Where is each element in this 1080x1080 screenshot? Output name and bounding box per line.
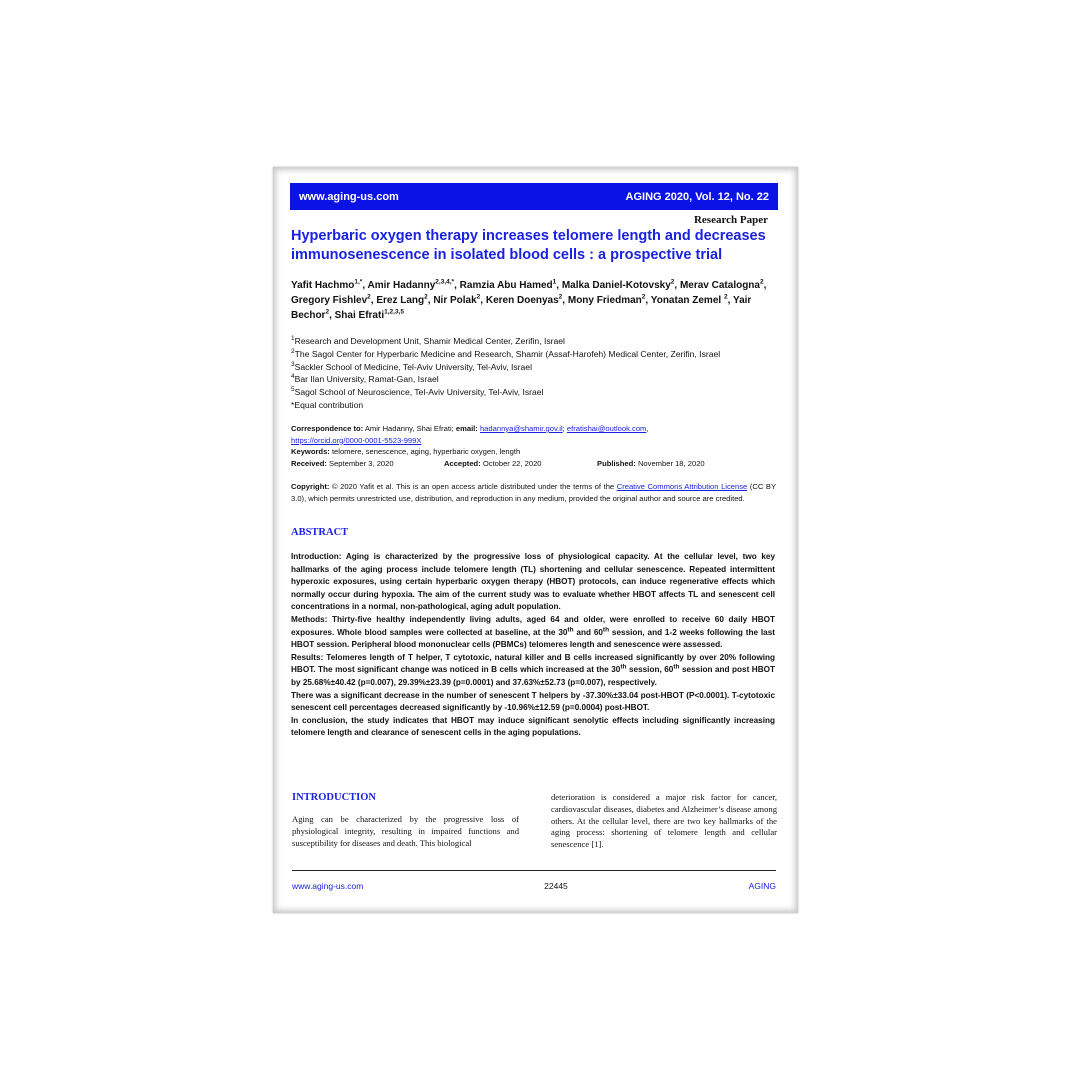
affiliation-1: $^1$Research and Development Unit, Shamir Medical Center, Zerifin, Israel	[291, 335, 565, 346]
orcid-link[interactable]: https://orcid.org/0000-0001-5523-999X	[291, 435, 422, 445]
email-link-2[interactable]: efratishai@outlook.com	[566, 424, 647, 433]
author-name: Nir Polak$^2$	[433, 293, 481, 306]
author-name: Gregory Fishlev$^2$	[291, 293, 371, 306]
license-link[interactable]: Creative Commons Attribution License	[616, 482, 748, 491]
header-journal: AGING 2020, Vol. 12, No. 22	[625, 190, 769, 203]
abstract-methods: Methods: Thirty-five healthy independently living adults, aged 64 and older, were enrolled to receive 60 daily HBOT exposures. Whole blood samples were collected at baseline, at the 30th and 60th session, and 1-2 weeks following the last HBOT session. Peripheral blood mononuclear cells (PBMCs) telomeres length and senescence were assessed.	[291, 614, 776, 650]
email-link-1[interactable]: hadannya@shamir.gov.il	[479, 424, 563, 433]
author-name: Yonatan Zemel $^2$	[650, 293, 728, 306]
abstract-body	[291, 551, 775, 740]
equal-contribution: *Equal contribution	[291, 399, 364, 410]
paper-type: Research Paper	[693, 214, 768, 226]
author-name: Mony Friedman$^2$	[567, 293, 646, 306]
introduction-column-1: Aging can be characterized by the progressive loss of physiological integrity, resulting in impaired functions and susceptibility for diseases and death. This biological	[292, 814, 519, 848]
author-name: Yair Bechor$^2$	[291, 295, 752, 321]
header-site[interactable]: www.aging-us.com	[299, 190, 399, 203]
author-name: Amir Hadanny$^{2,3,4,*}$	[367, 278, 455, 291]
keywords-label: Keywords:	[291, 447, 330, 456]
received-date: September 3, 2020	[326, 458, 394, 468]
correspondence-names: Amir Hadanny, Shai Efrati;	[363, 424, 456, 433]
footer-site-link[interactable]: www.aging-us.com	[292, 881, 364, 891]
correspondence-label: Correspondence to:	[291, 424, 364, 433]
abstract-results: Results: Telomeres length of T helper, T cytotoxic, natural killer and B cells increased significantly by over 20% following HBOT. The most significant change was noticed in B cells which increased at the 30th session, 60th session and post HBOT by 25.68%±40.42 (p=0.007), 29.39%±23.39 (p=0.0001) and 37.63%±52.73 (p=0.007), respectively.	[291, 652, 775, 687]
footer-journal: AGING	[748, 881, 776, 891]
author-list: Yafit Hachmo$^{1,*}$, Amir Hadanny$^{2,3,4,*}$, Ramzia Abu Hamed$^1$, Malka Daniel-Kotovsky$^2$, Merav Catalogna$^2$, Gregory Fishlev$^2$, Erez Lang$^2$, Nir Polak$^2$, Keren Doenyas$^2$, Mony Friedman$^2$, Yonatan Zemel $^2$, Yair Bechor$^2$, Shai Efrati$^{1,2,3,5}$	[291, 278, 767, 321]
email-label: email:	[455, 424, 478, 433]
keywords-text: telomere, senescence, aging, hyperbaric oxygen, length	[329, 447, 521, 456]
correspondence-block: Correspondence to: Amir Hadanny, Shai Efrati; email: hadannya@shamir.gov.il; efratishai@outlook.com, https://orcid.org/0000-0001-5523-999X Keywords: telomere, senescence, aging, hyperbaric oxygen, length Received: September 3, 2020 Accepted: October 22, 2020 Published: November 18, 2020	[291, 423, 779, 469]
affiliation-4: $^4$Bar Ilan University, Ramat-Gan, Israel	[291, 373, 439, 385]
abstract-introduction: Introduction: Aging is characterized by the progressive loss of physiological capacity. At the cellular level, two key hallmarks of the aging process include telomere length (TL) shortening and cellular senescence. Repeated intermittent hyperoxic exposures, using certain hyperbaric oxygen therapy (HBOT) protocols, can induce regenerative effects which normally occur during hypoxia. The aim of the current study was to evaluate whether HBOT affects TL and senescent cell concentrations in a normal, non-pathological, aging adult population.	[291, 552, 775, 612]
author-name: Yafit Hachmo$^{1,*}$	[291, 278, 363, 291]
page-footer	[292, 881, 776, 891]
affiliation-2: $^2$The Sagol Center for Hyperbaric Medicine and Research, Shamir (Assaf-Harofeh) Medical Center, Zerifin, Israel	[291, 347, 721, 359]
author-name: Malka Daniel-Kotovsky$^2$	[561, 278, 675, 291]
copyright-notice: Copyright: © 2020 Yafit et al. This is an open access article distributed under the terms of the Creative Commons Attribution License (CC BY 3.0), which permits unrestricted use, distribution, and reproduction in any medium, provided the original author and source are credited.	[291, 482, 777, 503]
affiliations	[291, 335, 781, 412]
published-date: November 18, 2020	[635, 458, 705, 468]
introduction-column-2: deterioration is considered a major risk factor for cancer, cardiovascular diseases, diabetes and Alzheimer’s disease among others. At the cellular level, there are two key hallmarks of the aging process: shortening of telomere length and cellular senescence [1].	[551, 792, 777, 850]
paper-page	[273, 167, 798, 913]
affiliation-5: $^5$Sagol School of Neuroscience, Tel-Aviv University, Tel-Aviv, Israel	[291, 386, 544, 398]
dates-row: Received: September 3, 2020 Accepted: October 22, 2020 Published: November 18, 2020	[291, 458, 705, 468]
abstract-senescence: There was a significant decrease in the number of senescent T helpers by -37.30%±33.04 post-HBOT (P<0.0001). T-cytotoxic senescent cell percentages decreased significantly by -10.96%±12.59 (p=0.0004) post-HBOT.	[291, 690, 775, 713]
page-number: 22445	[544, 881, 568, 891]
author-name: Keren Doenyas$^2$	[485, 293, 563, 306]
author-name: Shai Efrati$^{1,2,3,5}$	[334, 308, 404, 321]
introduction-heading: INTRODUCTION	[292, 792, 377, 803]
abstract-heading: ABSTRACT	[291, 527, 349, 538]
affiliation-3: $^3$Sackler School of Medicine, Tel-Aviv University, Tel-Aviv, Israel	[291, 360, 532, 372]
journal-header-bar	[290, 183, 778, 210]
paper-title: Hyperbaric oxygen therapy increases telomere length and decreases immunosenescence in isolated blood cells : a prospective trial	[291, 228, 766, 263]
accepted-date: October 22, 2020	[480, 458, 542, 468]
footer-divider	[292, 870, 776, 871]
author-name: Erez Lang$^2$	[376, 293, 428, 306]
author-name: Ramzia Abu Hamed$^1$	[459, 278, 557, 291]
abstract-conclusion: In conclusion, the study indicates that HBOT may induce significant senolytic effects including significantly increasing telomere length and clearance of senescent cells in the aging populations.	[291, 715, 775, 738]
author-name: Merav Catalogna$^2$	[679, 278, 764, 291]
